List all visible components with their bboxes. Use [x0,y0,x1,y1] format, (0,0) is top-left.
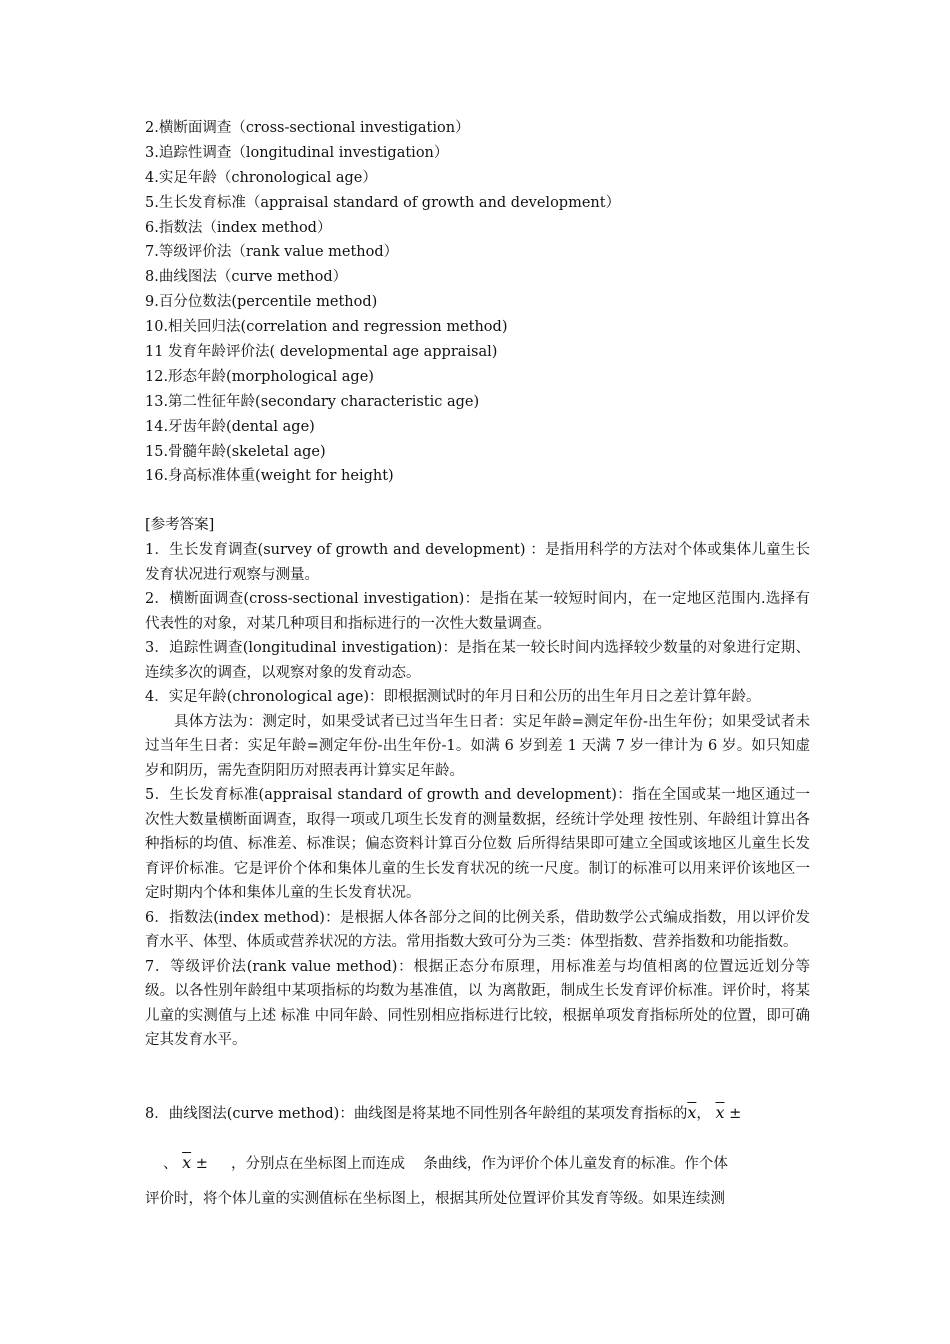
term-item: 14.牙齿年龄(dental age) [145,418,315,435]
term-item: 15.骨髓年龄(skeletal age) [145,443,326,460]
answer-paragraph: 7．等级评价法(rank value method)：根据正态分布原理，用标准差与均值相离的位置远近划分等级。以各性别年龄组中某项指标的均数为基准值，以 为离散距，制成生长发育评价标准。评价时，将某儿童的实测值与上述 标准 中同年龄、同性别相应指标进行比较，根据单项发育指标所处的位置，即可确定其发育水平。 [145,958,810,1048]
mean-symbol: $\overline{x}$ [182,1153,192,1172]
term-item: 9.百分位数法(percentile method) [145,294,378,311]
mean-symbol: $\overline{x}$ [687,1103,697,1122]
answer-8-line-1 [145,1102,741,1123]
term-item: 11 发育年龄评价法( developmental age appraisal) [145,344,498,361]
answer-paragraph: 3．追踪性调查(longitudinal investigation)：是指在某一较长时间内选择较少数量的对象进行定期、连续多次的调查，以观察对象的发育动态。 [145,640,810,681]
answer-paragraph: 4．实足年龄(chronological age)：即根据测试时的年月日和公历的出生年月日之差计算年龄。 [145,689,761,705]
term-item: 8.曲线图法（curve method） [145,269,348,286]
plus-minus-symbol: ± [729,1106,742,1122]
answer-8-line-3: 评价时，将个体儿童的实测值标在坐标图上，根据其所处位置评价其发育等级。如果连续测 [145,1191,725,1207]
answer-paragraph: 1．生长发育调查(survey of growth and development) ：是指用科学的方法对个体或集体儿童生长发育状况进行观察与测量。 [145,542,810,583]
term-item: 16.身高标准体重(weight for height) [145,468,394,485]
answer-paragraph: 6．指数法(index method)：是根据人体各部分之间的比例关系，借助数学公式编成指数，用以评价发育水平、体型、体质或营养状况的方法。常用指数大致可分为三类：体型指数、营养指数和功能指数。 [145,909,810,950]
answer-8-line-2 [163,1152,728,1173]
answers-heading: [参考答案] [145,517,215,533]
answer-paragraph: 5．生长发育标准(appraisal standard of growth and development)：指在全国或某一地区通过一次性大数量横断面调查，取得一项或几项生长发育的测量数据，经统计学处理 按性别、年龄组计算出各种指标的均值、标准差、标准误；偏态资料计算百分位数 后所得结果即可建立全国或该地区儿童生长发育评价标准。它是评价个体和集体儿童的生长发育状况的统一尺度。制订的标准可以用来评价该地区一定时期内个体和集体儿童的生长发育状况。 [145,787,810,901]
term-item: 13.第二性征年龄(secondary characteristic age) [145,393,480,410]
term-item: 4.实足年龄（chronological age） [145,169,377,186]
enum-comma: 、 [163,1156,178,1172]
term-item: 10.相关回归法(correlation and regression method) [145,319,508,336]
answer-8-text: ，分别点在坐标图上而连成 [230,1156,405,1172]
term-item: 3.追踪性调查（longitudinal investigation） [145,144,449,161]
answer-8-text: 条曲线，作为评价个体儿童发育的标准。作个体 [423,1156,728,1172]
term-item: 7.等级评价法（rank value method） [145,244,399,261]
term-item: 2.横断面调查（cross-sectional investigation） [145,120,470,136]
term-item: 5.生长发育标准（appraisal standard of growth and development） [145,194,621,211]
term-item: 6.指数法（index method） [145,219,332,236]
answer-detail-paragraph: 具体方法为：测定时，如果受试者已过当年生日者：实足年龄=测定年份-出生年份；如果受试者未过当年生日者：实足年龄=测定年份-出生年份-1。如满 6 岁到差 1 天满 7 岁一律计为 6 岁。如只知虚岁和阴历，需先查阴阳历对照表再计算实足年龄。 [145,713,810,779]
answer-section [145,513,810,1053]
answer-paragraph: 2．横断面调查(cross-sectional investigation)：是指在某一较短时间内，在一定地区范围内.选择有代表性的对象，对某几种项目和指标进行的一次性大数量调查。 [145,591,810,632]
answer-8-text: 8．曲线图法(curve method)：曲线图是将某地不同性别各年龄组的某项发育指标的 [145,1106,688,1122]
term-list [145,116,825,489]
mean-symbol: $\overline{x}$ [715,1103,725,1122]
term-item: 12.形态年龄(morphological age) [145,368,374,385]
comma-symbol: ， [696,1106,711,1122]
plus-minus-symbol: ± [195,1156,208,1172]
